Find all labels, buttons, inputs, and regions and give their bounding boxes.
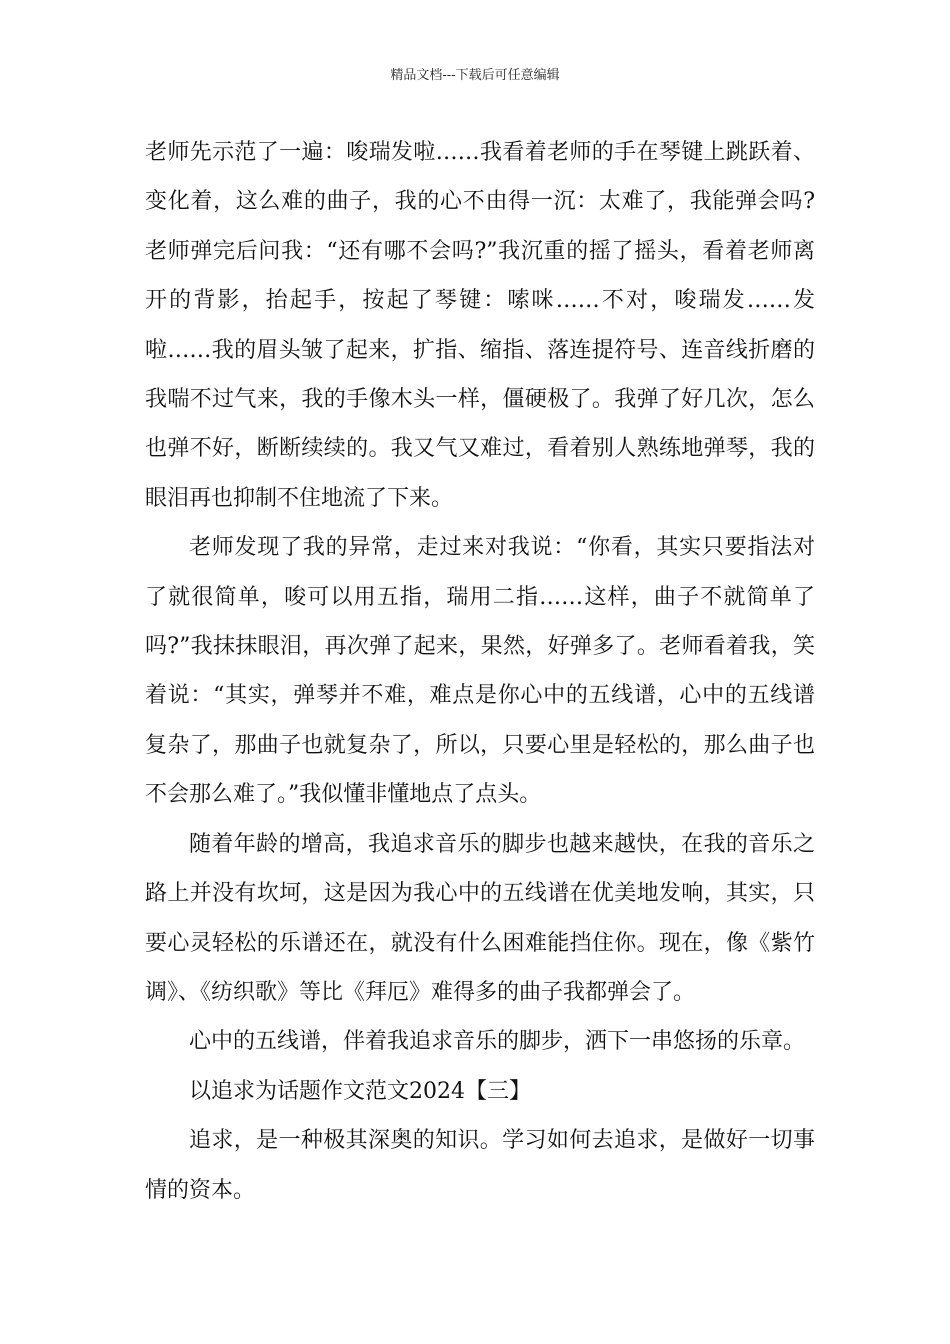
document-body: [145, 128, 815, 1215]
body-paragraph: 心中的五线谱，伴着我追求音乐的脚步，洒下一串悠扬的乐章。: [189, 1029, 806, 1055]
section-heading: 以追求为话题作文范文2024【三】: [189, 1078, 531, 1104]
body-paragraph: 追求，是一种极其深奥的知识。学习如何去追求，是做好一切事情的资本。: [145, 1128, 815, 1203]
page-header: 精品文档---下载后可任意编辑: [390, 68, 560, 83]
body-paragraph: 随着年龄的增高，我追求音乐的脚步也越来越快，在我的音乐之路上并没有坎坷，这是因为我心中的五线谱在优美地发响，其实，只要心灵轻松的乐谱还在，就没有什么困难能挡住你。现在，像《紫竹调》、《纺织歌》等比《拜厄》难得多的曲子我都弹会了。: [145, 831, 815, 1005]
body-paragraph: 老师发现了我的异常，走过来对我说：“你看，其实只要指法对了就很简单，唆可以用五指，瑞用二指……这样，曲子不就简单了吗?”我抹抹眼泪，再次弹了起来，果然，好弹多了。老师看着我，笑着说：“其实，弹琴并不难，难点是你心中的五线谱，心中的五线谱复杂了，那曲子也就复杂了，所以，只要心里是轻松的，那么曲子也不会那么难了。”我似懂非懂地点了点头。: [145, 535, 815, 808]
body-paragraph: 老师先示范了一遍：唆瑞发啦……我看着老师的手在琴键上跳跃着、变化着，这么难的曲子，我的心不由得一沉：太难了，我能弹会吗?老师弹完后问我：“还有哪不会吗?”我沉重的摇了摇头，看着老师离开的背影，抬起手，按起了琴键：嗦咪……不对，唆瑞发……发啦……我的眉头皱了起来，扩指、缩指、落连提符号、连音线折磨的我喘不过气来，我的手像木头一样，僵硬极了。我弹了好几次，怎么也弹不好，断断续续的。我又气又难过，看着别人熟练地弹琴，我的眼泪再也抑制不住地流了下来。: [145, 140, 815, 511]
